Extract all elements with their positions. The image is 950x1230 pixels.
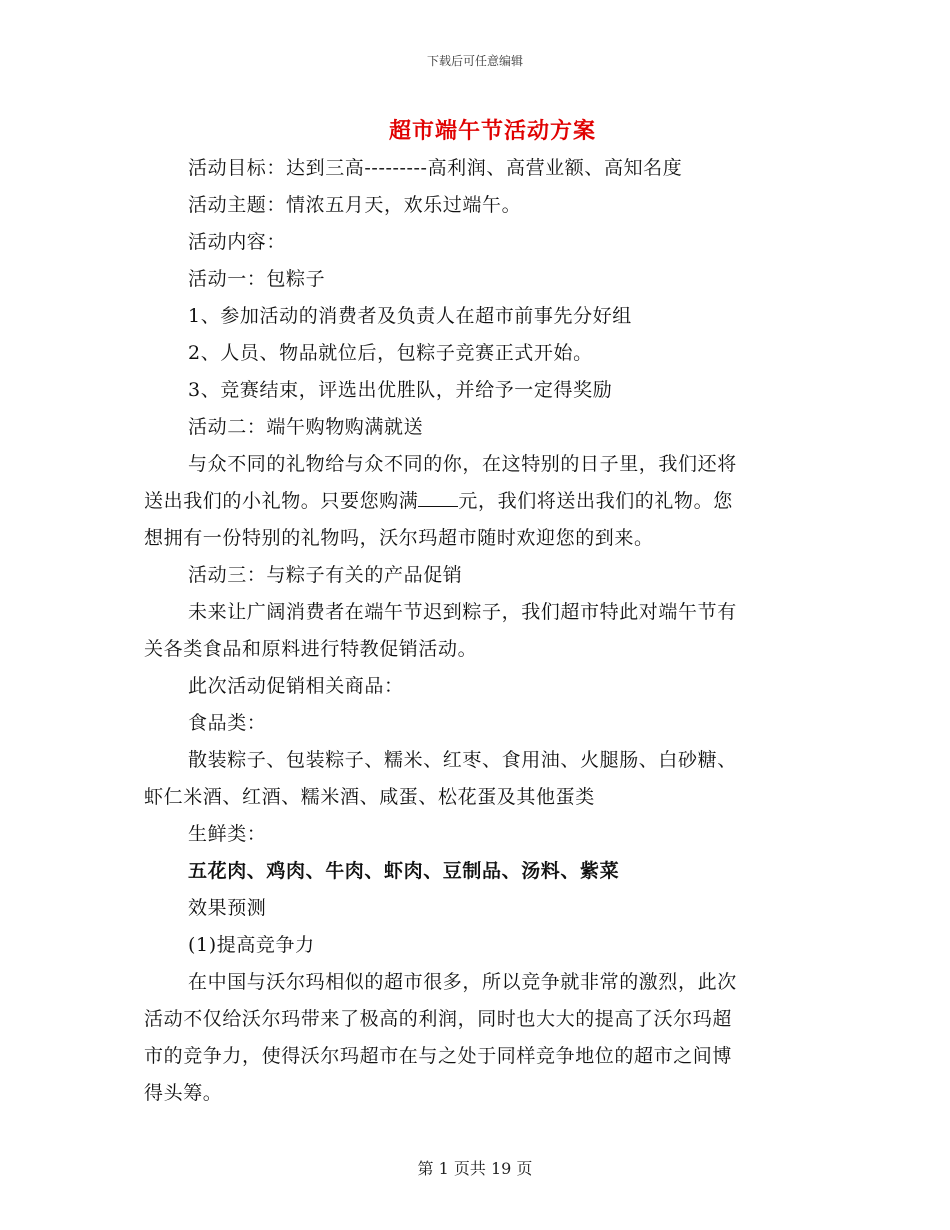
page-footer: 第 1 页共 19 页 (417, 1159, 533, 1178)
paragraph-line: 关各类食品和原料进行特教促销活动。 (144, 638, 478, 660)
paragraph-line: 散装粽子、包装粽子、糯米、红枣、食用油、火腿肠、白砂糖、 (188, 749, 737, 771)
paragraph-line: 想拥有一份特别的礼物吗，沃尔玛超市随时欢迎您的到来。 (144, 527, 654, 549)
subsection-heading: (1)提高竞争力 (188, 934, 315, 956)
paragraph-fragment: 送出我们的小礼物。只要您购满 (144, 490, 419, 512)
paragraph-line-with-blank (144, 483, 806, 520)
bold-product-list: 五花肉、鸡肉、牛肉、虾肉、豆制品、汤料、紫菜 (188, 860, 620, 882)
paragraph-line: 得头筹。 (144, 1082, 223, 1104)
paragraph-line: 在中国与沃尔玛相似的超市很多，所以竞争就非常的激烈，此次 (188, 971, 737, 993)
paragraph-line: 虾仁米酒、红酒、糯米酒、咸蛋、松花蛋及其他蛋类 (144, 786, 595, 808)
document-title: 超市端午节活动方案 (388, 118, 596, 144)
paragraph-line: 活动内容： (188, 231, 287, 253)
document-body (144, 150, 806, 1112)
paragraph-line: 未来让广阔消费者在端午节迟到粽子，我们超市特此对端午节有 (188, 601, 737, 623)
section-heading: 活动二：端午购物购满就送 (188, 416, 424, 438)
list-item: 1、参加活动的消费者及负责人在超市前事先分好组 (188, 305, 632, 327)
paragraph-line: 市的竞争力，使得沃尔玛超市在与之处于同样竞争地位的超市之间博 (144, 1045, 733, 1067)
header-note: 下载后可任意编辑 (426, 54, 523, 68)
paragraph-line: 与众不同的礼物给与众不同的你，在这特别的日子里，我们还将 (188, 453, 737, 475)
paragraph-line: 活动不仅给沃尔玛带来了极高的利润，同时也大大的提高了沃尔玛超 (144, 1008, 733, 1030)
list-item: 2、人员、物品就位后，包粽子竞赛正式开始。 (188, 342, 593, 364)
paragraph-line: 活动目标：达到三高---------高利润、高营业额、高知名度 (188, 157, 683, 179)
list-item: 3、竞赛结束，评选出优胜队，并给予一定得奖励 (188, 379, 613, 401)
category-heading: 食品类： (188, 712, 267, 734)
fill-in-blank (418, 488, 458, 507)
paragraph-line: 此次活动促销相关商品： (188, 675, 404, 697)
section-heading: 活动三：与粽子有关的产品促销 (188, 564, 463, 586)
category-heading: 生鲜类： (188, 823, 267, 845)
paragraph-line: 活动主题：情浓五月天，欢乐过端午。 (188, 194, 522, 216)
section-heading: 活动一：包粽子 (188, 268, 326, 290)
paragraph-fragment: 元，我们将送出我们的礼物。您 (458, 490, 733, 512)
section-heading: 效果预测 (188, 897, 267, 919)
